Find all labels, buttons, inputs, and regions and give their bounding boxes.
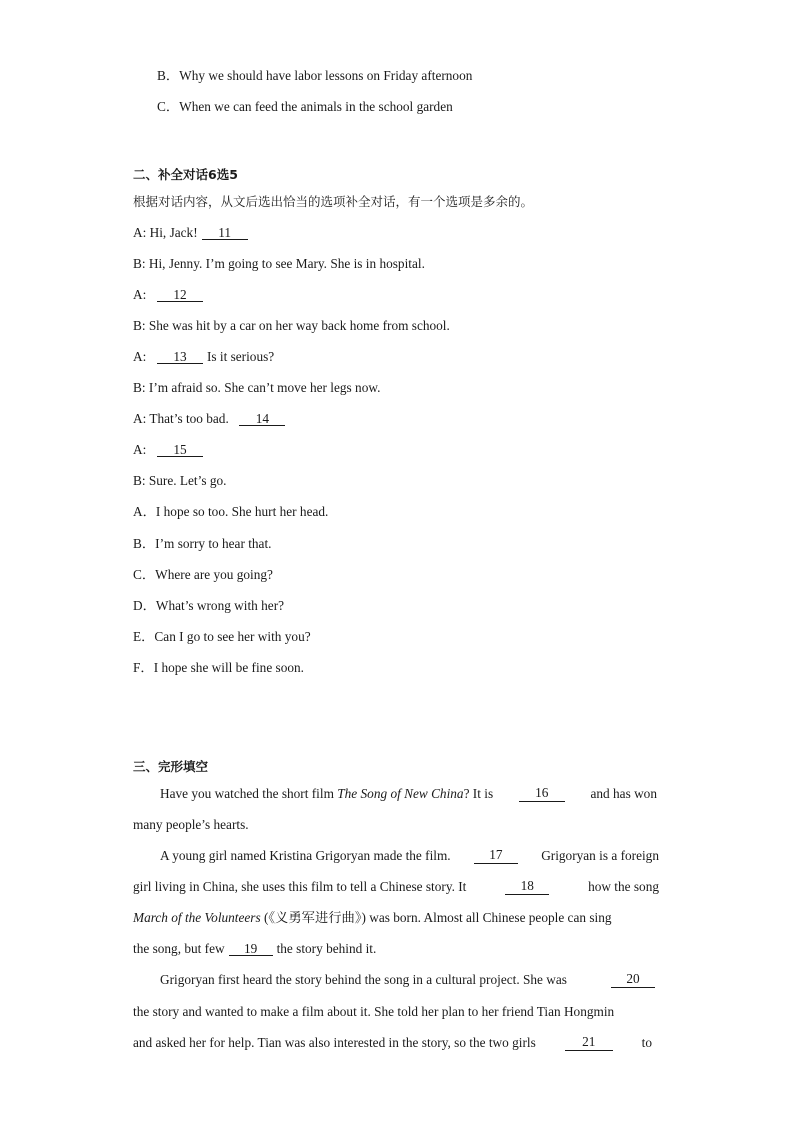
blank-18[interactable]: 18 bbox=[505, 879, 549, 895]
passage-p2-line3: March of the Volunteers (《义勇军进行曲》) was born. Almost all Chinese people can sing bbox=[133, 910, 612, 925]
option-f: F．I hope she will be fine soon. bbox=[133, 660, 304, 675]
blank-12[interactable]: 12 bbox=[157, 288, 203, 302]
blank-13[interactable]: 13 bbox=[157, 350, 203, 364]
option-d: D．What’s wrong with her? bbox=[133, 598, 285, 613]
blank-20[interactable]: 20 bbox=[611, 972, 655, 988]
dialogue-line-3: A: 12 bbox=[133, 287, 207, 303]
option-c: C．Where are you going? bbox=[133, 567, 273, 582]
option-b: B．I’m sorry to hear that. bbox=[133, 536, 272, 551]
dialogue-line-4: B: She was hit by a car on her way back home from school. bbox=[133, 318, 450, 333]
passage-p2-line2: girl living in China, she uses this film to tell a Chinese story. It 18 how the song bbox=[133, 878, 659, 894]
prev-option-b: B．Why we should have labor lessons on Friday afternoon bbox=[157, 68, 473, 83]
passage-p2-line1: A young girl named Kristina Grigoryan made the film. 17 Grigoryan is a foreign bbox=[160, 847, 659, 863]
blank-16[interactable]: 16 bbox=[519, 786, 565, 802]
section3-title: 三、完形填空 bbox=[133, 759, 209, 774]
dialogue-line-6: B: I’m afraid so. She can’t move her legs now. bbox=[133, 380, 381, 395]
passage-p3-line2: the story and wanted to make a film about it. She told her plan to her friend Tian Hongmin bbox=[133, 1004, 615, 1019]
blank-19[interactable]: 19 bbox=[229, 942, 273, 956]
dialogue-line-2: B: Hi, Jenny. I’m going to see Mary. She is in hospital. bbox=[133, 256, 425, 271]
option-a: A．I hope so too. She hurt her head. bbox=[133, 504, 329, 519]
blank-17[interactable]: 17 bbox=[474, 848, 518, 864]
passage-p2-line4: the song, but few 19 the story behind it. bbox=[133, 941, 377, 956]
passage-p3-line1: Grigoryan first heard the story behind the song in a cultural project. She was 20 bbox=[160, 972, 659, 988]
dialogue-line-9: B: Sure. Let’s go. bbox=[133, 473, 227, 488]
blank-14[interactable]: 14 bbox=[239, 412, 285, 426]
film-title: The Song of New China bbox=[337, 786, 464, 801]
song-title: March of the Volunteers bbox=[133, 910, 261, 925]
blank-21[interactable]: 21 bbox=[565, 1035, 613, 1051]
passage-p1-line1: Have you watched the short film The Song of New China? It is 16 and has won bbox=[160, 785, 657, 801]
dialogue-line-7: A: That’s too bad. 14 bbox=[133, 411, 289, 427]
section2-instruction: 根据对话内容，从文后选出恰当的选项补全对话，有一个选项是多余的。 bbox=[133, 194, 534, 209]
dialogue-line-8: A: 15 bbox=[133, 442, 207, 458]
option-e: E．Can I go to see her with you? bbox=[133, 629, 311, 644]
dialogue-line-1: A: Hi, Jack! 11 bbox=[133, 225, 252, 241]
section2-title: 二、补全对话6选5 bbox=[133, 167, 238, 182]
blank-15[interactable]: 15 bbox=[157, 443, 203, 457]
passage-p3-line3: and asked her for help. Tian was also interested in the story, so the two girls 21 to bbox=[133, 1034, 652, 1050]
passage-p1-line2: many people’s hearts. bbox=[133, 817, 249, 832]
dialogue-line-5: A: 13 Is it serious? bbox=[133, 349, 275, 364]
blank-11[interactable]: 11 bbox=[202, 226, 248, 240]
prev-option-c: C．When we can feed the animals in the school garden bbox=[157, 99, 453, 114]
